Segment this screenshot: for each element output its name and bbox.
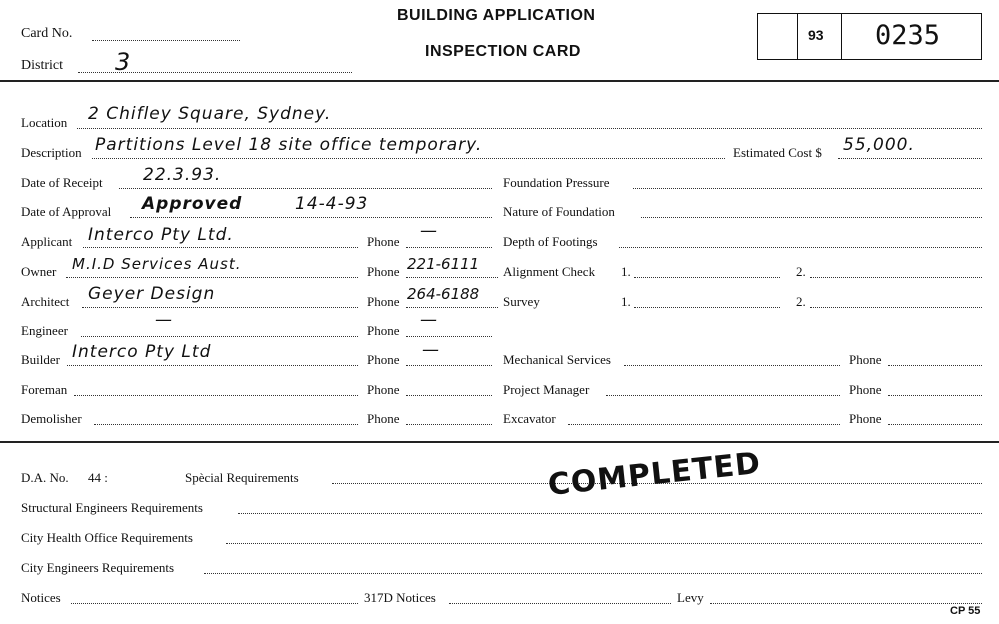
engineer-value: — bbox=[155, 310, 173, 330]
card-number-box bbox=[757, 13, 982, 60]
foundation-pressure-label: Foundation Pressure bbox=[503, 175, 610, 190]
foundation-pressure-field[interactable] bbox=[633, 188, 982, 189]
engineer-field[interactable] bbox=[81, 336, 358, 337]
survey-num2: 2. bbox=[796, 294, 806, 309]
architect-phone-label: Phone bbox=[367, 294, 400, 309]
header-divider bbox=[0, 80, 999, 82]
location-label: Location bbox=[21, 115, 68, 130]
applicant-field[interactable] bbox=[83, 247, 358, 248]
excavator-field[interactable] bbox=[568, 424, 840, 425]
foreman-phone-label: Phone bbox=[367, 382, 400, 397]
date-of-approval-label: Date of Approval bbox=[21, 204, 112, 219]
notices-field[interactable] bbox=[71, 603, 358, 604]
applicant-phone-value: — bbox=[420, 221, 438, 241]
approval-date: 14-4-93 bbox=[295, 194, 369, 214]
applicant-phone-label: Phone bbox=[367, 234, 400, 249]
survey-label: Survey bbox=[503, 294, 540, 309]
architect-phone-field[interactable] bbox=[406, 307, 498, 308]
approval-value: Approved bbox=[142, 194, 243, 214]
card-number-value: 0235 bbox=[875, 20, 941, 51]
owner-phone-value: 221-6111 bbox=[407, 255, 480, 273]
demolisher-phone-field[interactable] bbox=[406, 424, 492, 425]
applicant-label: Applicant bbox=[21, 234, 73, 249]
mechanical-services-field[interactable] bbox=[624, 365, 840, 366]
date-of-receipt-label: Date of Receipt bbox=[21, 175, 103, 190]
project-manager-field[interactable] bbox=[606, 395, 840, 396]
demolisher-field[interactable] bbox=[94, 424, 358, 425]
alignment-check-field-1[interactable] bbox=[634, 277, 780, 278]
foreman-field[interactable] bbox=[74, 395, 358, 396]
engineer-phone-value: — bbox=[420, 310, 438, 330]
alignment-check-num1: 1. bbox=[621, 264, 631, 279]
owner-phone-field[interactable] bbox=[406, 277, 498, 278]
structural-label: Structural Engineers Requirements bbox=[21, 500, 203, 515]
builder-field[interactable] bbox=[67, 365, 358, 366]
da-no-value: 44 : bbox=[88, 470, 108, 485]
survey-num1: 1. bbox=[621, 294, 631, 309]
architect-field[interactable] bbox=[82, 307, 358, 308]
builder-phone-label: Phone bbox=[367, 352, 400, 367]
owner-label: Owner bbox=[21, 264, 57, 279]
notices-label: Notices bbox=[21, 590, 61, 605]
city-engineers-label: City Engineers Requirements bbox=[21, 560, 175, 575]
foreman-label: Foreman bbox=[21, 382, 68, 397]
city-engineers-field[interactable] bbox=[204, 573, 982, 574]
date-of-receipt-field[interactable] bbox=[119, 188, 492, 189]
date-of-receipt-value: 22.3.93. bbox=[143, 165, 222, 185]
engineer-label: Engineer bbox=[21, 323, 68, 338]
location-field[interactable] bbox=[77, 128, 982, 129]
da-no-label: D.A. No. bbox=[21, 470, 69, 485]
excavator-phone-label: Phone bbox=[849, 411, 882, 426]
project-manager-phone-label: Phone bbox=[849, 382, 882, 397]
estimated-cost-field[interactable] bbox=[838, 158, 982, 159]
alignment-check-num2: 2. bbox=[796, 264, 806, 279]
title-line2: INSPECTION CARD bbox=[425, 43, 581, 60]
applicant-phone-field[interactable] bbox=[406, 247, 492, 248]
health-label: City Health Office Requirements bbox=[21, 530, 193, 545]
architect-value: Geyer Design bbox=[88, 284, 216, 304]
owner-phone-label: Phone bbox=[367, 264, 400, 279]
notices-317d-label: 317D Notices bbox=[364, 590, 436, 605]
mechanical-phone-label: Phone bbox=[849, 352, 882, 367]
date-of-approval-field[interactable] bbox=[130, 217, 492, 218]
builder-value: Interco Pty Ltd bbox=[72, 342, 212, 362]
mechanical-services-label: Mechanical Services bbox=[503, 352, 611, 367]
builder-phone-field[interactable] bbox=[406, 365, 492, 366]
depth-of-footings-field[interactable] bbox=[619, 247, 982, 248]
engineer-phone-label: Phone bbox=[367, 323, 400, 338]
estimated-cost-value: 55,000. bbox=[843, 135, 915, 155]
levy-field[interactable] bbox=[710, 603, 982, 604]
section-divider bbox=[0, 441, 999, 443]
structural-field[interactable] bbox=[238, 513, 982, 514]
nature-of-foundation-label: Nature of Foundation bbox=[503, 204, 615, 219]
special-requirements-label: Spècial Requirements bbox=[185, 470, 299, 485]
estimated-cost-label: Estimated Cost $ bbox=[733, 145, 822, 160]
nature-of-foundation-field[interactable] bbox=[641, 217, 982, 218]
excavator-label: Excavator bbox=[503, 411, 556, 426]
notices-317d-field[interactable] bbox=[449, 603, 671, 604]
demolisher-phone-label: Phone bbox=[367, 411, 400, 426]
levy-label: Levy bbox=[677, 590, 704, 605]
card-no-field[interactable] bbox=[92, 40, 240, 41]
applicant-value: Interco Pty Ltd. bbox=[88, 225, 234, 245]
owner-value: M.I.D Services Aust. bbox=[72, 255, 242, 273]
form-code: CP 55 bbox=[950, 605, 981, 617]
health-field[interactable] bbox=[226, 543, 982, 544]
box-divider bbox=[841, 13, 842, 60]
box-divider bbox=[797, 13, 798, 60]
description-label: Description bbox=[21, 145, 82, 160]
builder-phone-value: — bbox=[422, 340, 440, 360]
title-line1: BUILDING APPLICATION bbox=[397, 7, 596, 24]
foreman-phone-field[interactable] bbox=[406, 395, 492, 396]
demolisher-label: Demolisher bbox=[21, 411, 82, 426]
survey-field-1[interactable] bbox=[634, 307, 780, 308]
completed-stamp: COMPLETED bbox=[546, 445, 763, 503]
district-value: 3 bbox=[115, 48, 132, 76]
district-label: District bbox=[21, 58, 63, 73]
project-manager-phone-field[interactable] bbox=[888, 395, 982, 396]
excavator-phone-field[interactable] bbox=[888, 424, 982, 425]
mechanical-phone-field[interactable] bbox=[888, 365, 982, 366]
depth-of-footings-label: Depth of Footings bbox=[503, 234, 598, 249]
engineer-phone-field[interactable] bbox=[406, 336, 492, 337]
survey-field-2[interactable] bbox=[810, 307, 982, 308]
builder-label: Builder bbox=[21, 352, 60, 367]
alignment-check-field-2[interactable] bbox=[810, 277, 982, 278]
description-field[interactable] bbox=[92, 158, 725, 159]
year-value: 93 bbox=[808, 27, 824, 43]
location-value: 2 Chifley Square, Sydney. bbox=[88, 104, 332, 124]
alignment-check-label: Alignment Check bbox=[503, 264, 596, 279]
project-manager-label: Project Manager bbox=[503, 382, 590, 397]
description-value: Partitions Level 18 site office temporary. bbox=[95, 135, 483, 155]
card-no-label: Card No. bbox=[21, 26, 73, 41]
owner-field[interactable] bbox=[66, 277, 358, 278]
architect-label: Architect bbox=[21, 294, 70, 309]
architect-phone-value: 264-6188 bbox=[407, 285, 480, 303]
